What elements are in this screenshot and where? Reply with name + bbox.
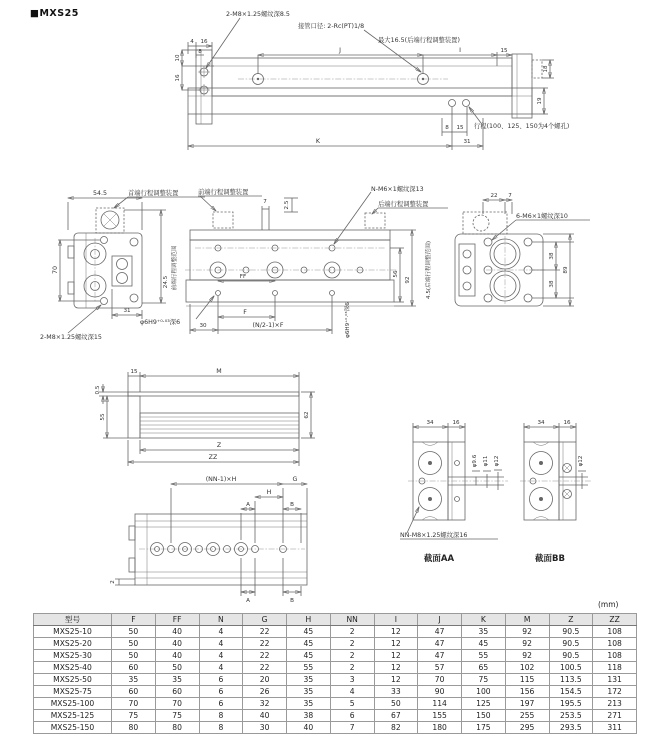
value-cell: 20 [243,674,287,686]
value-cell: 57 [418,662,462,674]
dim-G: G [292,476,298,483]
value-cell: 35 [155,674,199,686]
dim-8: 8 [198,49,202,55]
dim-A-bottom: A [246,598,250,604]
value-cell: 172 [593,686,637,698]
value-cell: 90.5 [549,650,593,662]
value-cell: 75 [462,674,506,686]
hole-tolerance-note-rotated: φ6H9⁺⁰·⁰³深6 [345,302,351,338]
value-cell: 108 [593,650,637,662]
bottom-view-dimensions [115,484,307,596]
dim-A-top: A [246,502,250,508]
model-cell: MXS25-30 [34,650,112,662]
value-cell: 45 [462,638,506,650]
dim-92: 92 [405,276,411,284]
value-cell: 92 [505,650,549,662]
value-cell: 8 [199,722,243,734]
value-cell: 213 [593,698,637,710]
pitch-formula-F: (N/2-1)×F [252,322,284,329]
page-title: ■MXS25 [30,8,79,19]
dim-24-5: 24.5 [163,275,169,289]
value-cell: 50 [374,698,418,710]
bottom-view-drawing [105,468,350,608]
table-row [34,722,637,734]
value-cell: 154.5 [549,686,593,698]
column-header: N [199,614,243,626]
value-cell: 90.5 [549,626,593,638]
value-cell: 4 [330,686,374,698]
top-view-body [188,50,542,124]
dim-34-bb: 34 [537,420,545,426]
nn-thread-note: NN-M8×1.25螺纹深16 [400,532,468,539]
value-cell: 12 [374,626,418,638]
dim-22: 22 [490,193,498,199]
value-cell: 195.5 [549,698,593,710]
value-cell: 40 [155,626,199,638]
top-view-dimensions [182,18,554,150]
dim-7-right: 7 [508,193,512,199]
top-view-drawing [168,8,644,166]
dim-70: 70 [52,265,59,275]
profile-dimensions [99,372,315,466]
value-cell: 35 [462,626,506,638]
dim-18: 18 [543,65,549,73]
section-views-drawing [388,413,646,573]
value-cell: 6 [330,710,374,722]
value-cell: 6 [199,674,243,686]
value-cell: 90.5 [549,638,593,650]
front-range-note: 前端行程调整范围 [172,245,178,291]
dim-16b: 16 [175,74,181,82]
model-cell: MXS25-125 [34,710,112,722]
table-row [34,650,637,662]
model-cell: MXS25-100 [34,698,112,710]
column-header: K [462,614,506,626]
value-cell: 2 [330,626,374,638]
value-cell: 45 [287,626,331,638]
value-cell: 92 [505,638,549,650]
hole-tolerance-note: φ6H9⁺⁰·⁰³深6 [140,319,181,326]
value-cell: 197 [505,698,549,710]
value-cell: 75 [155,710,199,722]
value-cell: 47 [418,638,462,650]
value-cell: 40 [155,650,199,662]
value-cell: 33 [374,686,418,698]
column-header: M [505,614,549,626]
dimensions-table [33,613,637,734]
value-cell: 55 [462,650,506,662]
center-side-view [185,212,398,306]
dim-B-top: B [290,502,294,508]
value-cell: 180 [418,722,462,734]
dim-56: 56 [393,270,399,278]
value-cell: 4 [199,626,243,638]
model-cell: MXS25-75 [34,686,112,698]
value-cell: 5 [330,698,374,710]
value-cell: 8 [199,710,243,722]
model-cell: MXS25-40 [34,662,112,674]
dim-K: K [315,138,321,145]
value-cell: 50 [112,650,156,662]
dia-9-6: φ9.6 [472,454,478,468]
dim-H: H [266,489,272,496]
value-cell: 131 [593,674,637,686]
dim-16: 16 [200,39,208,45]
table-row [34,698,637,710]
dim-ZZ: ZZ [208,454,218,461]
value-cell: 293.5 [549,722,593,734]
value-cell: 40 [155,638,199,650]
value-cell: 102 [505,662,549,674]
pitch-formula-H: (NN-1)×H [205,476,237,483]
column-header: I [374,614,418,626]
value-cell: 60 [112,662,156,674]
stroke-holes-note: 行程(100、125、150为4个螺孔) [474,123,570,130]
value-cell: 12 [374,662,418,674]
n-thread-note: N-M6×1螺纹深13 [371,186,424,193]
dia-11: φ11 [483,455,489,467]
value-cell: 255 [505,710,549,722]
value-cell: 75 [112,710,156,722]
value-cell: 113.5 [549,674,593,686]
dim-2-5: 2.5 [284,200,290,210]
value-cell: 156 [505,686,549,698]
value-cell: 2 [330,650,374,662]
value-cell: 26 [243,686,287,698]
value-cell: 35 [287,686,331,698]
column-header: NN [330,614,374,626]
bottom-view-body [129,514,307,585]
value-cell: 12 [374,650,418,662]
value-cell: 7 [330,722,374,734]
dim-J: J [339,47,341,54]
middle-section-drawing [0,182,646,362]
column-header: J [418,614,462,626]
dim-Z: Z [216,442,222,449]
table-row [34,710,637,722]
left-view-dimensions [58,197,205,333]
dim-8b: 8 [445,125,449,131]
section-aa-dimensions [400,423,502,539]
value-cell: 50 [112,638,156,650]
value-cell: 118 [593,662,637,674]
dim-4: 4 [190,39,194,45]
dim-54-5: 54.5 [92,190,108,197]
rear-range-note: 4.5(后端行程调整范围) [426,240,432,300]
value-cell: 311 [593,722,637,734]
dim-16-aa: 16 [452,420,460,426]
value-cell: 125 [462,698,506,710]
dim-I: I [459,47,461,54]
value-cell: 12 [374,674,418,686]
value-cell: 82 [374,722,418,734]
header-row [34,614,637,626]
table-row [34,626,637,638]
dim-19: 19 [537,97,543,105]
center-view-dimensions [190,192,448,334]
model-cell: MXS25-50 [34,674,112,686]
value-cell: 80 [112,722,156,734]
dim-7-center: 7 [263,199,267,205]
value-cell: 253.5 [549,710,593,722]
table-row [34,686,637,698]
dia-12-aa: φ12 [494,455,500,467]
value-cell: 47 [418,650,462,662]
value-cell: 175 [462,722,506,734]
dim-38a: 38 [549,252,555,260]
value-cell: 35 [287,674,331,686]
value-cell: 45 [287,650,331,662]
dim-30: 30 [199,323,207,329]
value-cell: 70 [155,698,199,710]
dim-31-left: 31 [123,308,131,314]
value-cell: 22 [243,650,287,662]
dim-38b: 38 [549,280,555,288]
left-end-view [68,208,142,308]
table-head [34,614,637,626]
column-header: F [112,614,156,626]
column-header: H [287,614,331,626]
value-cell: 35 [287,698,331,710]
dim-15-profile: 15 [130,369,138,375]
dim-15b: 15 [456,125,464,131]
dim-55: 55 [100,413,106,421]
max-stroke-note: 最大16.5(后端行程调整装置) [378,37,460,44]
value-cell: 4 [199,650,243,662]
value-cell: 67 [374,710,418,722]
value-cell: 32 [243,698,287,710]
value-cell: 150 [462,710,506,722]
model-cell: MXS25-20 [34,638,112,650]
value-cell: 70 [418,674,462,686]
value-cell: 115 [505,674,549,686]
column-header: G [243,614,287,626]
value-cell: 70 [112,698,156,710]
value-cell: 22 [243,662,287,674]
section-bb-caption: 截面BB [535,554,565,564]
value-cell: 3 [330,674,374,686]
model-cell: MXS25-150 [34,722,112,734]
dim-31: 31 [463,139,471,145]
units-label: (mm) [598,600,619,609]
value-cell: 90 [418,686,462,698]
value-cell: 50 [155,662,199,674]
dim-16-bb: 16 [563,420,571,426]
value-cell: 22 [243,626,287,638]
section-aa [408,442,508,520]
right-thread-note: 6-M6×1螺纹深10 [516,213,568,220]
column-header: Z [549,614,593,626]
value-cell: 295 [505,722,549,734]
port-note: 接管口径: 2-Rc(PT)1/8 [298,23,365,30]
rear-adjuster-note: 后端行程调整装置 [378,201,429,208]
value-cell: 271 [593,710,637,722]
dia-12-bb: φ12 [578,455,584,467]
value-cell: 45 [287,638,331,650]
value-cell: 60 [155,686,199,698]
head-adjuster-note: 首端行程调整装置 [128,190,179,197]
value-cell: 12 [374,638,418,650]
dim-F: F [243,309,247,316]
dim-0-5: 0.5 [95,385,101,395]
front-adjuster-note: 前端行程调整装置 [198,189,249,196]
value-cell: 50 [112,626,156,638]
section-bb [520,442,592,520]
value-cell: 6 [199,686,243,698]
dim-B-bottom: B [290,598,294,604]
value-cell: 65 [462,662,506,674]
value-cell: 47 [418,626,462,638]
value-cell: 80 [155,722,199,734]
dim-M: M [216,368,222,375]
table-row [34,662,637,674]
value-cell: 2 [330,662,374,674]
section-bb-dimensions [524,423,586,489]
value-cell: 92 [505,626,549,638]
dim-34-aa: 34 [426,420,434,426]
value-cell: 6 [199,698,243,710]
value-cell: 108 [593,626,637,638]
value-cell: 55 [287,662,331,674]
value-cell: 40 [243,710,287,722]
dim-89: 89 [563,266,569,274]
value-cell: 100.5 [549,662,593,674]
table-body [34,626,637,734]
dim-15: 15 [500,48,508,54]
value-cell: 30 [243,722,287,734]
column-header: 型号 [34,614,112,626]
right-end-view [455,212,545,306]
value-cell: 155 [418,710,462,722]
value-cell: 4 [199,638,243,650]
column-header: ZZ [593,614,637,626]
profile-body [128,392,299,438]
value-cell: 114 [418,698,462,710]
dim-2: 2 [110,580,116,584]
table-row [34,638,637,650]
value-cell: 4 [199,662,243,674]
section-aa-caption: 截面AA [423,554,455,564]
dim-10: 10 [175,54,181,62]
dim-FF: FF [239,274,247,280]
column-header: FF [155,614,199,626]
dim-62: 62 [304,411,310,419]
value-cell: 38 [287,710,331,722]
profile-view-drawing [75,358,325,476]
value-cell: 2 [330,638,374,650]
value-cell: 100 [462,686,506,698]
model-cell: MXS25-10 [34,626,112,638]
value-cell: 22 [243,638,287,650]
value-cell: 60 [112,686,156,698]
value-cell: 108 [593,638,637,650]
table-row [34,674,637,686]
top-thread-note: 2-M8×1.25螺纹深8.5 [226,11,290,18]
value-cell: 35 [112,674,156,686]
value-cell: 40 [287,722,331,734]
left-thread-note: 2-M8×1.25螺纹深15 [40,334,102,341]
